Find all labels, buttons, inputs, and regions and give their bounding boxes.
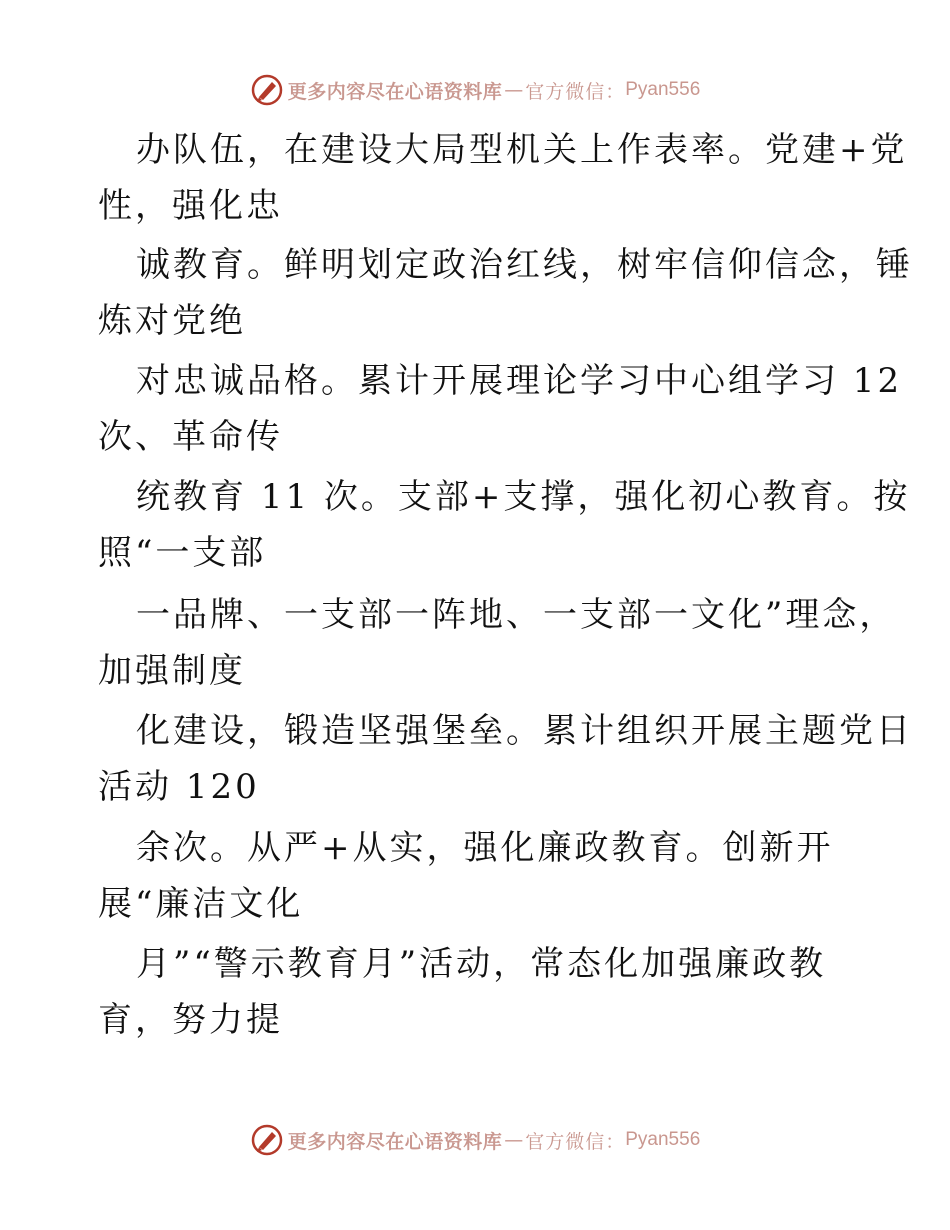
text-line: 活动 120 bbox=[98, 767, 260, 807]
text-line: 加强制度 bbox=[98, 651, 246, 691]
header-dash: — bbox=[504, 79, 524, 101]
footer-title: 更多内容尽在心语资料库 bbox=[287, 1130, 503, 1153]
text-line: 月”“警示教育月”活动，常态化加强廉政教 bbox=[136, 944, 827, 984]
text-line: 展“廉洁文化 bbox=[98, 884, 304, 924]
page-footer bbox=[0, 1120, 950, 1160]
text-line: 一品牌、一支部一阵地、一支部一文化”理念， bbox=[136, 595, 897, 635]
text-line: 性，强化忠 bbox=[98, 186, 283, 226]
footer-subtitle: 官方微信： bbox=[525, 1130, 626, 1153]
text-line: 化建设，锻造坚强堡垒。累计组织开展主题党日 bbox=[136, 711, 913, 751]
page-header bbox=[0, 70, 950, 110]
text-line: 次、革命传 bbox=[98, 417, 283, 457]
header-subtitle: 官方微信： bbox=[525, 80, 626, 103]
header-wechat-id: Pyan556 bbox=[625, 79, 701, 100]
pen-logo-icon bbox=[250, 1123, 284, 1157]
text-line: 办队伍，在建设大局型机关上作表率。党建+党 bbox=[136, 130, 908, 170]
footer-wechat-id: Pyan556 bbox=[625, 1129, 701, 1150]
text-line: 育，努力提 bbox=[98, 1000, 283, 1040]
text-line: 统教育 11 次。支部+支撑，强化初心教育。按 bbox=[136, 477, 911, 517]
text-line: 余次。从严+从实，强化廉政教育。创新开 bbox=[136, 828, 834, 868]
footer-dash: — bbox=[504, 1129, 524, 1151]
pen-logo-icon bbox=[250, 73, 284, 107]
header-title: 更多内容尽在心语资料库 bbox=[287, 80, 503, 103]
text-line: 对忠诚品格。累计开展理论学习中心组学习 12 bbox=[136, 361, 903, 401]
text-line: 诚教育。鲜明划定政治红线，树牢信仰信念，锤 bbox=[136, 245, 913, 285]
text-line: 照“一支部 bbox=[98, 533, 267, 573]
text-line: 炼对党绝 bbox=[98, 301, 246, 341]
